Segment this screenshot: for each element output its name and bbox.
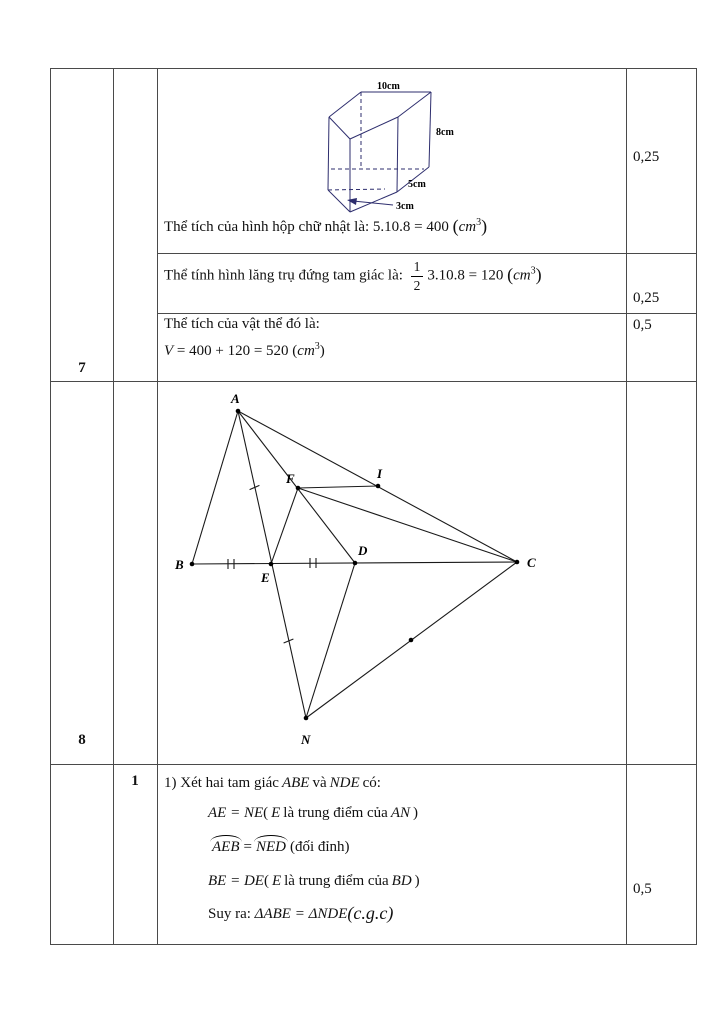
- point-C: [515, 560, 520, 565]
- segment-FI: [298, 486, 378, 488]
- label-B: B: [175, 557, 184, 572]
- label-E: E: [261, 570, 270, 585]
- label-N: N: [301, 732, 311, 747]
- point-I: [376, 484, 381, 489]
- unit-cm: cm: [458, 219, 477, 235]
- proof-line-5: [208, 902, 393, 925]
- row-divider-1: [157, 253, 696, 254]
- prism-top-right-slant: [398, 92, 431, 117]
- answer-key-table: [50, 68, 697, 945]
- point-A: [236, 409, 241, 414]
- box-volume-text: Thể tích của hình hộp chữ nhật là: 5.10.8 = 400: [164, 219, 453, 235]
- proof-line-3: [208, 838, 350, 857]
- label-F: F: [286, 471, 295, 486]
- fraction-numerator: 1: [411, 260, 424, 277]
- point-B: [190, 562, 195, 567]
- score-1: 0,25: [633, 149, 660, 165]
- angle-NED: NED: [255, 839, 286, 855]
- row-divider-2: [157, 313, 696, 314]
- triangle-figure: [157, 381, 626, 764]
- prism-volume-line: [164, 260, 542, 292]
- box-volume-line: [164, 215, 487, 238]
- score-col-divider: [626, 69, 627, 944]
- row-divider-4: [51, 764, 696, 765]
- prism-bottom-front-edge: [350, 192, 397, 212]
- segment-AN-ref: AN: [390, 805, 411, 821]
- var-V: V: [164, 343, 174, 359]
- score-3: 0,5: [633, 317, 652, 333]
- paren: (: [263, 873, 269, 889]
- triangle-NDE: NDE: [329, 775, 360, 791]
- one-half-fraction: [411, 260, 424, 292]
- segment-EF: [271, 488, 298, 564]
- paren: ): [414, 873, 420, 889]
- prism-top-left-slant: [329, 117, 350, 139]
- prism-volume-text: Thể tính hình lăng trụ đứng tam giác là:: [164, 267, 407, 284]
- angle-AEB: AEB: [212, 839, 240, 855]
- dim-8cm-label: 8cm: [436, 127, 454, 138]
- unit-exp: 3: [530, 265, 536, 277]
- triangle-ABE: ABE: [281, 775, 310, 791]
- dim-5cm-label: 5cm: [408, 179, 426, 190]
- prism-right-edge: [429, 92, 431, 167]
- label-D: D: [358, 543, 368, 558]
- dim-3cm-arrow-line: [353, 201, 393, 205]
- question-8-number: 8: [78, 732, 86, 748]
- total-volume-text: Thể tích của vật thể đó là:: [164, 316, 320, 332]
- unit-cm: cm: [513, 267, 531, 284]
- question-8-part-number: 1: [131, 773, 139, 789]
- paren: ): [535, 264, 542, 285]
- vertical-angles-note: (đối đỉnh): [289, 839, 350, 855]
- has-text: có:: [362, 775, 381, 791]
- dim-3cm-arrowhead: [347, 198, 357, 205]
- total-volume-label: [164, 315, 320, 334]
- proof-line-1: [164, 774, 381, 793]
- prism-mid-right-edge: [397, 117, 398, 192]
- paren: (: [452, 216, 459, 236]
- segment-BD-ref: BD: [391, 873, 412, 889]
- unit-exp: 3: [314, 341, 320, 352]
- paren: ): [413, 805, 419, 821]
- point-midpoint-NC: [409, 638, 414, 643]
- prism-bottom-left-edge: [328, 190, 350, 212]
- and-text: và: [312, 775, 327, 791]
- point-E-ref: E: [271, 805, 281, 821]
- prism-hidden-base-edge: [328, 189, 385, 190]
- segment-DN: [306, 563, 355, 718]
- midpoint-text: là trung điểm của: [283, 805, 388, 821]
- proof-line-2: [208, 804, 418, 823]
- total-volume-equation: [164, 341, 325, 361]
- segment-AB: [192, 411, 238, 564]
- point-E: [269, 562, 274, 567]
- paren: ): [481, 216, 488, 236]
- point-N: [304, 716, 309, 721]
- score-2: 0,25: [633, 290, 660, 306]
- label-I: I: [377, 466, 383, 481]
- equation-text: = 400 + 120 = 520 (: [173, 343, 298, 359]
- segment-FC: [298, 488, 517, 562]
- unit-cm: cm: [297, 343, 315, 359]
- prism-figure: [301, 77, 481, 219]
- midpoint-text: là trung điểm của: [284, 873, 389, 889]
- question-7-number: 7: [78, 360, 86, 376]
- score-4: 0,5: [633, 881, 652, 897]
- paren: (: [263, 805, 269, 821]
- point-F: [296, 486, 301, 491]
- unit-exp: 3: [476, 217, 482, 228]
- label-A: A: [231, 391, 240, 406]
- paren: ): [319, 343, 325, 359]
- prism-top-left-back-edge: [329, 92, 361, 117]
- prism-volume-calc: 3.10.8 = 120: [427, 267, 508, 284]
- proof-intro: 1) Xét hai tam giác: [164, 775, 279, 791]
- fraction-denominator: 2: [413, 277, 421, 293]
- col1-divider: [113, 69, 114, 944]
- eq-AE-NE: AE = NE: [208, 805, 264, 821]
- therefore-text: Suy ra:: [208, 906, 251, 922]
- dim-10cm-label: 10cm: [377, 81, 400, 92]
- prism-left-edge: [328, 117, 329, 190]
- paren: (: [507, 264, 514, 285]
- label-C: C: [527, 555, 536, 570]
- proof-line-4: [208, 872, 420, 891]
- prism-top-front-slant: [350, 117, 398, 139]
- dim-3cm-label: 3cm: [396, 201, 414, 212]
- eq-BE-DE: BE = DE: [208, 873, 264, 889]
- congruence-statement: ΔABE = ΔNDE: [254, 906, 348, 922]
- point-D: [353, 561, 358, 566]
- equals-sign: =: [243, 839, 252, 855]
- cgc-note: (c.g.c): [347, 903, 394, 923]
- point-E-ref: E: [271, 873, 282, 889]
